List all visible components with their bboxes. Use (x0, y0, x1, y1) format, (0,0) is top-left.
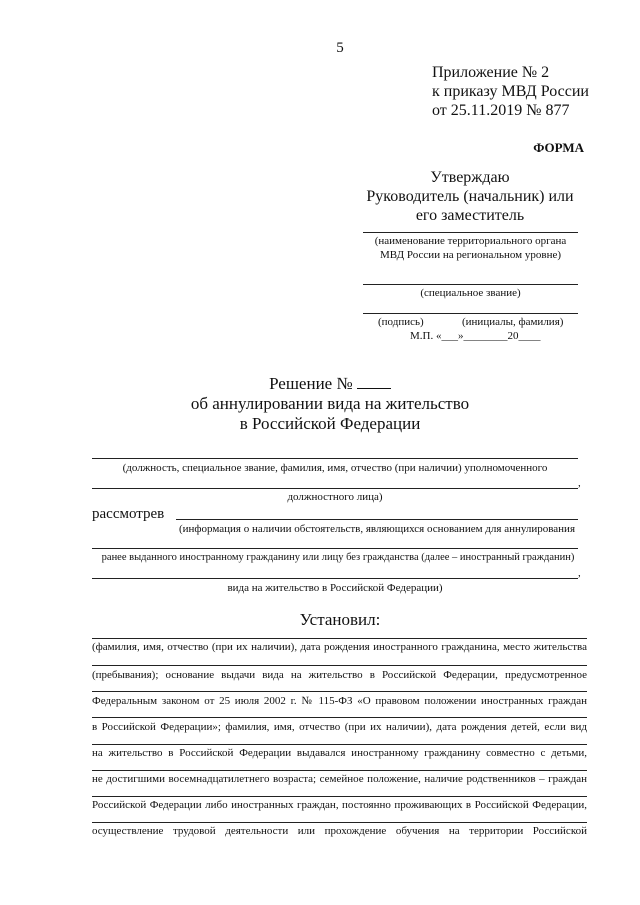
official-caption-1: (должность, специальное звание, фамилия, имя, отчество (при наличии) уполномоченного (122, 462, 548, 474)
approval-block (360, 168, 580, 225)
body-line-6: не достигшими восемнадцатилетнего возраста; семейное положение, наличие родственников – граждан (92, 773, 587, 785)
info-caption-2: ранее выданного иностранному гражданину или лицу без гражданства (далее – иностранный гражданин) (101, 552, 575, 563)
body-line-8: осуществление трудовой деятельности или прохождение обучения на территории Российской (92, 825, 587, 837)
info-line-1 (176, 519, 578, 520)
body-rule-1 (92, 638, 587, 639)
established-heading: Установил: (299, 610, 381, 629)
body-rule-8 (92, 822, 587, 823)
approval-line-3: его заместитель (415, 207, 525, 224)
body-rule-5 (92, 744, 587, 745)
body-line-7: Российской Федерации либо иностранных граждан, постоянно проживающих в Российской Федерации, (92, 799, 587, 811)
appendix-line-2: к приказу МВД России (432, 83, 589, 100)
rank-line (363, 284, 578, 285)
appendix-line-3: от 25.11.2019 № 877 (432, 102, 570, 119)
body-line-3: Федеральным законом от 25 июля 2002 г. № 115-ФЗ «О правовом положении иностранных граждан (92, 695, 587, 707)
body-line-4: в Российской Федерации»; фамилия, имя, отчество (при их наличии), дата рождения детей, если вид (92, 721, 587, 733)
body-rule-4 (92, 717, 587, 718)
body-rule-7 (92, 796, 587, 797)
signature-caption: (подпись) (378, 316, 424, 328)
appendix-reference (432, 63, 589, 120)
signature-line (363, 313, 578, 314)
info-line-2 (92, 548, 578, 549)
official-line-2 (92, 488, 578, 489)
approval-line-2: Руководитель (начальник) или (366, 188, 574, 205)
form-label: ФОРМА (533, 140, 584, 155)
decision-number-blank (357, 374, 391, 389)
appendix-line-1: Приложение № 2 (432, 64, 550, 81)
page-number: 5 (336, 40, 344, 56)
org-caption-1: (наименование территориального органа (374, 235, 567, 247)
org-caption-2: МВД России на региональном уровне) (379, 249, 562, 261)
official-caption-2: должностного лица) (287, 491, 383, 503)
decision-subtitle-2: в Российской Федерации (239, 414, 421, 433)
decision-subtitle-1: об аннулировании вида на жительство (190, 394, 470, 413)
body-line-5: на жительство в Российской Федерации выдавался иностранному гражданину совместно с детьми, (92, 747, 587, 759)
info-caption-1: (информация о наличии обстоятельств, являющихся основанием для аннулирования (178, 523, 576, 535)
info-caption-3: вида на жительство в Российской Федерации) (227, 582, 443, 594)
reviewed-label: рассмотрев (92, 506, 165, 522)
official-line-1 (92, 458, 578, 459)
body-line-1: (фамилия, имя, отчество (при их наличии), дата рождения иностранного гражданина, место жительства (92, 641, 587, 653)
body-rule-6 (92, 770, 587, 771)
official-comma: , (578, 477, 581, 489)
rank-caption: (специальное звание) (420, 287, 521, 299)
info-comma: , (578, 567, 581, 579)
approval-line-1: Утверждаю (430, 169, 510, 186)
body-rule-2 (92, 665, 587, 666)
decision-title-prefix: Решение № (269, 374, 353, 393)
body-rule-3 (92, 691, 587, 692)
seal-date: М.П. «___»________20____ (410, 330, 541, 342)
info-line-3 (92, 578, 578, 579)
org-name-line (363, 232, 578, 233)
body-line-2: (пребывания); основание выдачи вида на жительство в Российской Федерации, предусмотренное (92, 669, 587, 681)
initials-caption: (инициалы, фамилия) (462, 316, 564, 328)
decision-title (140, 374, 520, 434)
